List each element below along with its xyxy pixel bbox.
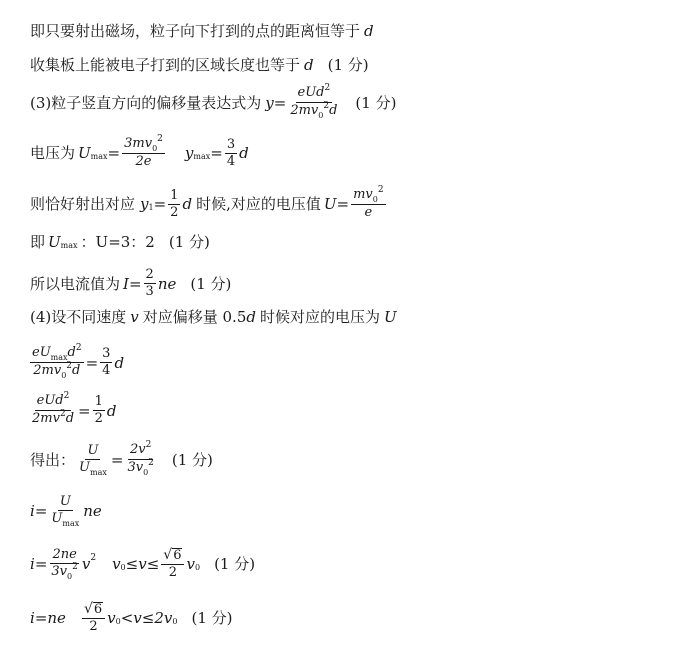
line-11: 得出： $\frac{U}{U_{max}}$ = $\frac{2v^2}{3v_0^2}$ (1 分)	[30, 440, 213, 477]
line-1	[30, 22, 374, 40]
ratio-text: ：U=3：2	[80, 233, 155, 251]
line-12: i = $\frac{U}{U_{max}}$ ne	[30, 494, 102, 528]
ratio-fraction: $\frac{eU_{max}d^2}{2mv_0^2d}$	[32, 343, 82, 380]
voltage-fraction: $\frac{mv_0^2}{e}$	[353, 185, 384, 220]
line-3	[30, 83, 397, 120]
ratio-fraction: $\frac{eUd^2}{2mv^2d}$	[32, 391, 75, 426]
line-2	[30, 56, 369, 74]
line-6: 即 U max ：U=3：2 (1 分)	[30, 233, 210, 251]
u-ratio-fraction: $\frac{U}{U_{max}}$	[79, 442, 107, 477]
line-7: 所以电流值为 I = $\frac{2}{3}$ ne (1 分)	[30, 267, 232, 299]
fraction: $\frac{2}{3}$	[145, 267, 154, 299]
line-4: 电压为 U max = $\frac{3mv_0^2}{2e}$ y max = $\frac{3}{4}$ d	[30, 134, 249, 169]
score-note: (1 分)	[168, 233, 210, 251]
v-ratio-fraction: $\frac{2v^2}{3v_0^2}$	[127, 440, 154, 477]
var-U: U	[78, 144, 91, 162]
score-note: (1 分)	[191, 609, 233, 627]
line-5: 则恰好射出对应 y 1 = $\frac{1}{2}$ d 时候,对应的电压值 U = $\frac{mv_0^2}{e}$	[30, 185, 384, 220]
sqrt-fraction: √ 6 2	[161, 548, 184, 580]
score-note: (1 分)	[327, 56, 369, 74]
line-9: $\frac{eU_{max}d^2}{2mv_0^2d}$ = $\frac{3}{4}$ d	[32, 343, 125, 380]
current-fraction: $\frac{2ne}{3v_0^2}$	[51, 547, 78, 581]
line-1-var: d	[364, 22, 374, 40]
equals-sign: =	[273, 93, 287, 112]
line-13: i = $\frac{2ne}{3v_0^2}$ v 2 v 0 ≤ v ≤ √ 6 2 v 0 (1 分)	[30, 547, 256, 581]
line-2-var: d	[304, 56, 314, 74]
line-4-prefix: 电压为	[30, 144, 76, 162]
score-note: (1 分)	[214, 555, 256, 573]
score-note: (1 分)	[355, 93, 397, 112]
fraction: $\frac{3}{4}$	[226, 136, 236, 169]
var-y: y	[184, 144, 194, 162]
line-8: (4)设不同速度 v 对应偏移量 0.5 d 时候对应的电压为 U	[30, 308, 397, 326]
score-note: (1 分)	[190, 274, 232, 293]
umax-fraction: $\frac{3mv_0^2}{2e}$	[124, 134, 163, 169]
line-2-text: 收集板上能被电子打到的区域长度也等于	[30, 56, 301, 74]
sqrt-fraction: √ 6 2	[82, 602, 105, 634]
score-note: (1 分)	[171, 450, 213, 469]
fraction: $\frac{1}{2}$	[170, 187, 179, 220]
u-ratio-fraction: $\frac{U}{U_{max}}$	[51, 494, 80, 528]
line-3-prefix: (3)粒子竖直方向的偏移量表达式为	[30, 93, 262, 112]
fraction: $\frac{3}{4}$	[102, 346, 111, 378]
line-1-text: 即只要射出磁场，粒子向下打到的点的距离恒等于	[30, 22, 361, 40]
line-5-prefix: 则恰好射出对应	[30, 195, 136, 213]
var-y: y	[265, 93, 274, 112]
fraction: $\frac{1}{2}$	[94, 394, 103, 426]
line-14: i = ne √ 6 2 v 0 < v ≤ 2v 0 (1 分)	[30, 601, 233, 634]
offset-fraction: $\frac{eUd^2}{2mv_0^2d}$	[290, 83, 338, 120]
line-10: $\frac{eUd^2}{2mv^2d}$ = $\frac{1}{2}$ d	[32, 391, 117, 426]
